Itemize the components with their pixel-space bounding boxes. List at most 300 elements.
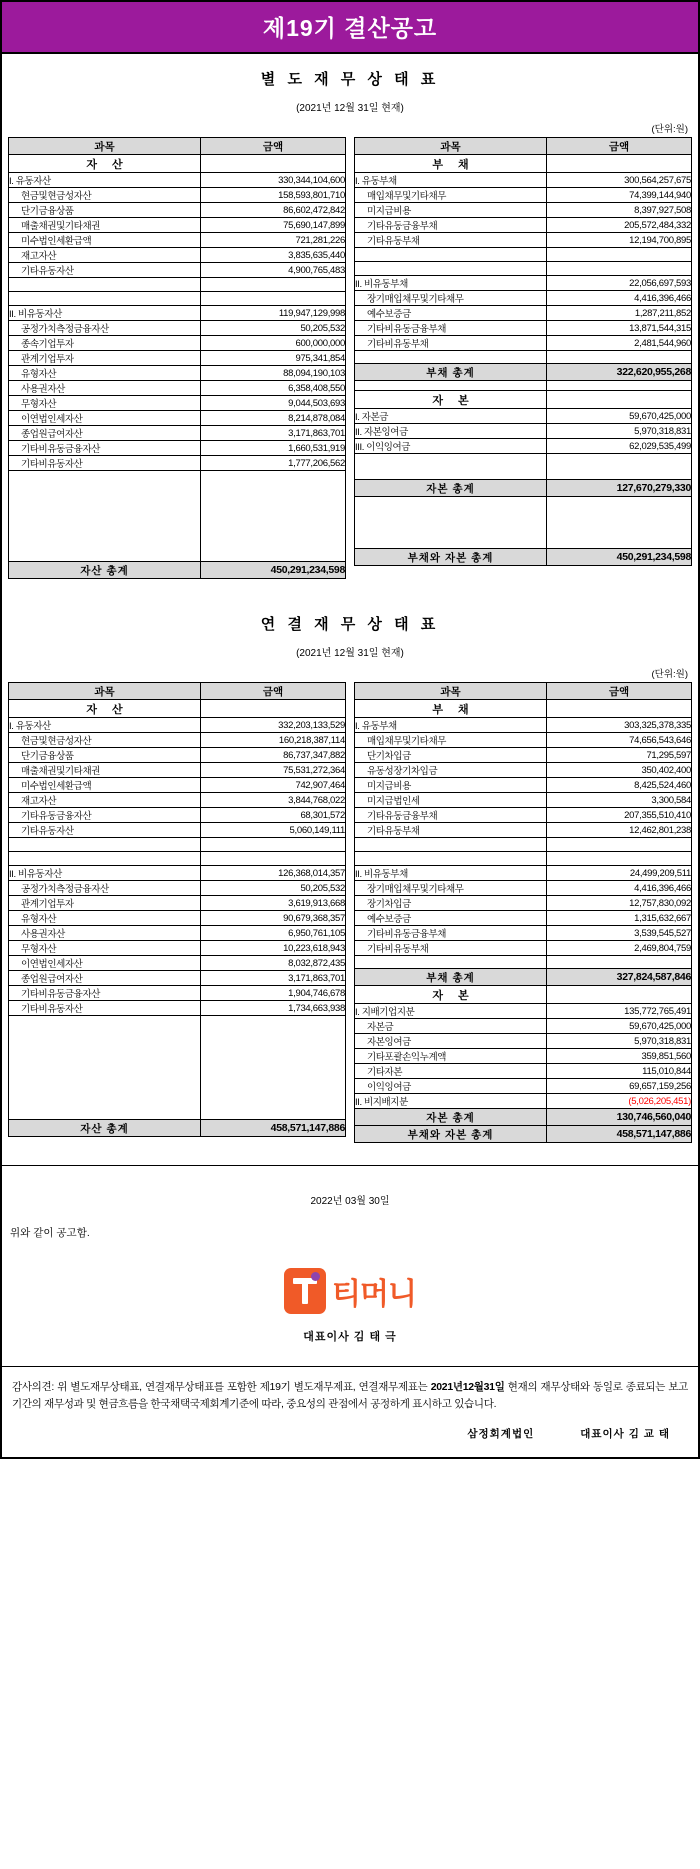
row-amount	[547, 838, 692, 852]
table-row	[9, 896, 346, 911]
consolidated-equity-foot	[355, 1109, 692, 1143]
table-row	[9, 881, 346, 896]
table-row	[355, 748, 692, 763]
grand-filler-row	[355, 510, 692, 523]
row-amount: 86,737,347,882	[201, 748, 346, 763]
assets-filler-row	[9, 1094, 346, 1107]
column-header-label: 과목	[355, 683, 547, 700]
row-label	[9, 838, 201, 852]
row-amount: 1,734,663,938	[201, 1001, 346, 1016]
row-label: 매출채권및기타채권	[9, 218, 201, 233]
table-row	[355, 306, 692, 321]
row-label	[355, 838, 547, 852]
row-label	[355, 852, 547, 866]
row-amount	[547, 262, 692, 276]
row-amount: 1,287,211,852	[547, 306, 692, 321]
row-amount: 6,950,761,105	[201, 926, 346, 941]
assets-filler-row	[9, 1042, 346, 1055]
row-label	[9, 292, 201, 306]
row-label	[355, 248, 547, 262]
table-row	[9, 823, 346, 838]
row-amount: 59,670,425,000	[547, 409, 692, 424]
footer-notice: 위와 같이 공고함.	[10, 1227, 90, 1239]
row-amount: (5,026,205,451)	[547, 1094, 692, 1109]
table-row	[9, 793, 346, 808]
equity-group-heading: 자 본	[355, 391, 547, 409]
equity-group-heading-amount	[547, 986, 692, 1004]
row-label: II. 비유동부채	[355, 866, 547, 881]
row-label: II. 자본잉여금	[355, 424, 547, 439]
grand-total-label: 부채와 자본 총계	[355, 1126, 547, 1143]
column-header-amount: 금액	[201, 138, 346, 155]
liabilities-filler-row	[355, 956, 692, 969]
row-amount: 1,904,746,678	[201, 986, 346, 1001]
assets-filler-row	[9, 1016, 346, 1029]
row-amount: 3,844,768,022	[201, 793, 346, 808]
row-amount: 50,205,532	[201, 321, 346, 336]
equity-total-amount: 130,746,560,040	[547, 1109, 692, 1126]
assets-total-label: 자산 총계	[9, 1120, 201, 1137]
table-row	[355, 941, 692, 956]
row-amount: 22,056,697,593	[547, 276, 692, 291]
row-amount: 86,602,472,842	[201, 203, 346, 218]
row-label: 현금및현금성자산	[9, 188, 201, 203]
footer-divider-top	[2, 1165, 698, 1166]
row-label: I. 유동부채	[355, 718, 547, 733]
row-label: 예수보증금	[355, 911, 547, 926]
row-amount: 90,679,368,357	[201, 911, 346, 926]
row-label: 미지급법인세	[355, 793, 547, 808]
row-label: 미수법인세환급액	[9, 778, 201, 793]
table-row	[9, 971, 346, 986]
column-header-amount: 금액	[201, 683, 346, 700]
row-label: 공정가치측정금융자산	[9, 881, 201, 896]
table-row	[355, 218, 692, 233]
row-amount: 119,947,129,998	[201, 306, 346, 321]
row-label: 단기금융상품	[9, 203, 201, 218]
table-row	[9, 838, 346, 852]
row-amount: 2,469,804,759	[547, 941, 692, 956]
row-amount: 359,851,560	[547, 1049, 692, 1064]
row-label: 이익잉여금	[355, 1079, 547, 1094]
row-label: II. 비유동자산	[9, 306, 201, 321]
table-row	[9, 292, 346, 306]
row-amount: 3,619,913,668	[201, 896, 346, 911]
row-amount: 205,572,484,332	[547, 218, 692, 233]
row-label: 현금및현금성자산	[9, 733, 201, 748]
row-label: 장기차입금	[355, 896, 547, 911]
row-label: 매입채무및기타채무	[355, 188, 547, 203]
separate-equity-foot	[355, 454, 692, 566]
equity-group-heading: 자 본	[355, 986, 547, 1004]
row-amount: 350,402,400	[547, 763, 692, 778]
table-row	[9, 441, 346, 456]
row-amount: 1,777,206,562	[201, 456, 346, 471]
separate-liabilities-body	[355, 155, 692, 351]
row-amount: 721,281,226	[201, 233, 346, 248]
row-label: 기타비유동금융부채	[355, 321, 547, 336]
row-amount	[201, 292, 346, 306]
row-label: 종업원급여자산	[9, 426, 201, 441]
table-row	[355, 866, 692, 881]
page-banner-title: 제19기 결산공고	[2, 2, 698, 54]
row-label	[9, 278, 201, 292]
row-amount: 2,481,544,960	[547, 336, 692, 351]
equity-total-amount: 127,670,279,330	[547, 480, 692, 497]
row-amount: 115,010,844	[547, 1064, 692, 1079]
row-amount: 5,060,149,111	[201, 823, 346, 838]
equity-filler-row	[355, 467, 692, 480]
row-amount: 74,399,144,940	[547, 188, 692, 203]
row-amount: 5,970,318,831	[547, 424, 692, 439]
table-row	[9, 396, 346, 411]
table-row	[9, 1001, 346, 1016]
row-label: 기타비유동자산	[9, 456, 201, 471]
row-amount: 8,425,524,460	[547, 778, 692, 793]
assets-total-amount: 458,571,147,886	[201, 1120, 346, 1137]
equity-total-row	[355, 480, 692, 497]
row-label: 기타자본	[355, 1064, 547, 1079]
consolidated-title: 연 결 재 무 상 태 표	[260, 616, 440, 633]
row-amount	[547, 248, 692, 262]
table-row	[355, 1049, 692, 1064]
table-row	[9, 426, 346, 441]
table-row	[9, 233, 346, 248]
grand-total-row	[355, 549, 692, 566]
row-label: 유형자산	[9, 366, 201, 381]
row-label: 기타비유동자산	[9, 1001, 201, 1016]
consolidated-equity-body	[355, 986, 692, 1109]
consolidated-date: (2021년 12월 31일 현재)	[296, 648, 404, 659]
audit-prefix: 감사의견: 위 별도재무상태표, 연결재무상태표를 포함한 제19기 별도재무제표, 연결재무제표는	[12, 1381, 431, 1393]
liabilities-group-heading-row	[355, 155, 692, 173]
equity-total-label: 자본 총계	[355, 480, 547, 497]
consolidated-assets-table	[8, 682, 346, 1137]
assets-group-heading-amount	[201, 700, 346, 718]
table-row	[355, 718, 692, 733]
audit-opinion	[2, 1367, 698, 1418]
row-amount: 3,300,584	[547, 793, 692, 808]
assets-filler-row	[9, 1107, 346, 1120]
row-amount: 50,205,532	[201, 881, 346, 896]
row-amount: 303,325,378,335	[547, 718, 692, 733]
separate-date: (2021년 12월 31일 현재)	[296, 103, 404, 114]
row-amount: 742,907,464	[201, 778, 346, 793]
consolidated-panes	[8, 682, 692, 1143]
table-row	[355, 291, 692, 306]
row-amount	[547, 852, 692, 866]
assets-filler-row	[9, 536, 346, 549]
consolidated-liabilities-body	[355, 700, 692, 956]
separate-assets-body	[9, 155, 346, 471]
table-row	[9, 808, 346, 823]
row-amount: 12,757,830,092	[547, 896, 692, 911]
row-amount: 13,871,544,315	[547, 321, 692, 336]
assets-group-heading-amount	[201, 155, 346, 173]
table-row	[9, 456, 346, 471]
row-label: 기타유동금융부채	[355, 218, 547, 233]
table-row	[9, 306, 346, 321]
liabilities-group-heading: 부 채	[355, 700, 547, 718]
table-row	[9, 188, 346, 203]
row-amount: 8,214,878,084	[201, 411, 346, 426]
row-label: 기타유동금융자산	[9, 808, 201, 823]
column-header-label: 과목	[355, 138, 547, 155]
separate-statement-section	[2, 68, 698, 579]
liabilities-total-row	[355, 969, 692, 986]
row-label: 무형자산	[9, 396, 201, 411]
assets-filler-row	[9, 1029, 346, 1042]
row-amount: 158,593,801,710	[201, 188, 346, 203]
row-label: I. 지배기업지분	[355, 1004, 547, 1019]
table-row	[9, 366, 346, 381]
row-label: III. 이익잉여금	[355, 439, 547, 454]
row-label: 기타비유동부채	[355, 336, 547, 351]
table-row	[355, 439, 692, 454]
row-label: 공정가치측정금융자산	[9, 321, 201, 336]
liabilities-group-heading-amount	[547, 155, 692, 173]
separate-unit: (단위:원)	[651, 124, 688, 135]
row-label: 기타유동부채	[355, 233, 547, 248]
row-amount: 207,355,510,410	[547, 808, 692, 823]
table-row	[9, 941, 346, 956]
table-header-row	[9, 683, 346, 700]
row-amount	[201, 838, 346, 852]
table-row	[9, 763, 346, 778]
grand-filler-row	[355, 497, 692, 510]
row-amount: 1,660,531,919	[201, 441, 346, 456]
row-amount: 300,564,257,675	[547, 173, 692, 188]
table-row	[9, 733, 346, 748]
table-row	[355, 409, 692, 424]
row-label: 단기금융상품	[9, 748, 201, 763]
row-label	[355, 262, 547, 276]
row-label: I. 유동자산	[9, 718, 201, 733]
table-row	[355, 763, 692, 778]
assets-filler-row	[9, 1068, 346, 1081]
assets-total-label: 자산 총계	[9, 562, 201, 579]
assets-filler-row	[9, 471, 346, 484]
row-amount: 3,835,635,440	[201, 248, 346, 263]
equity-filler-row	[355, 454, 692, 467]
row-label: 매출채권및기타채권	[9, 763, 201, 778]
auditor-ceo-name: 대표이사 김 교 태	[580, 1427, 670, 1440]
row-amount: 12,194,700,895	[547, 233, 692, 248]
row-amount: 24,499,209,511	[547, 866, 692, 881]
assets-group-heading: 자 산	[9, 155, 201, 173]
table-row	[355, 926, 692, 941]
assets-group-heading-row	[9, 700, 346, 718]
table-row	[9, 956, 346, 971]
column-header-label: 과목	[9, 683, 201, 700]
assets-filler-row	[9, 1055, 346, 1068]
row-amount: 75,531,272,364	[201, 763, 346, 778]
row-amount: 4,900,765,483	[201, 263, 346, 278]
column-header-amount: 금액	[547, 138, 692, 155]
row-amount: 6,358,408,550	[201, 381, 346, 396]
row-label: 관계기업투자	[9, 351, 201, 366]
row-label: 미수법인세환급액	[9, 233, 201, 248]
table-row	[355, 896, 692, 911]
row-label: II. 비유동부채	[355, 276, 547, 291]
table-header-row	[355, 138, 692, 155]
table-row	[9, 218, 346, 233]
row-amount: 8,032,872,435	[201, 956, 346, 971]
row-amount: 3,171,863,701	[201, 971, 346, 986]
table-row	[9, 411, 346, 426]
row-amount	[201, 852, 346, 866]
grand-total-amount: 450,291,234,598	[547, 549, 692, 566]
row-label: 사용권자산	[9, 926, 201, 941]
row-label: 장기매입채무및기타채무	[355, 291, 547, 306]
liabilities-group-heading: 부 채	[355, 155, 547, 173]
row-label: 기타비유동금융자산	[9, 441, 201, 456]
table-row	[355, 276, 692, 291]
table-header-row	[355, 683, 692, 700]
assets-filler-row	[9, 497, 346, 510]
table-row	[9, 203, 346, 218]
table-row	[355, 881, 692, 896]
table-row	[355, 321, 692, 336]
tmoney-logo-icon	[284, 1268, 326, 1314]
grand-total-row	[355, 1126, 692, 1143]
ceo-signature: 대표이사 김 태 극	[303, 1331, 397, 1343]
separate-assets-foot	[9, 471, 346, 579]
separate-title: 별 도 재 무 상 태 표	[260, 71, 440, 88]
liabilities-total-amount: 322,620,955,268	[547, 364, 692, 381]
assets-filler-row	[9, 549, 346, 562]
row-label: 기타유동부채	[355, 823, 547, 838]
table-row	[355, 1094, 692, 1109]
row-label: 재고자산	[9, 793, 201, 808]
row-label: II. 비유동자산	[9, 866, 201, 881]
consolidated-liabilities-equity-pane	[354, 682, 692, 1143]
liabilities-total-label: 부채 총계	[355, 364, 547, 381]
liabilities-group-heading-row	[355, 700, 692, 718]
row-amount: 135,772,765,491	[547, 1004, 692, 1019]
table-row	[355, 262, 692, 276]
row-label: 관계기업투자	[9, 896, 201, 911]
row-label: 기타유동자산	[9, 823, 201, 838]
liabilities-total-label: 부채 총계	[355, 969, 547, 986]
consolidated-assets-pane	[8, 682, 346, 1137]
table-row	[355, 336, 692, 351]
consolidated-statement-section	[2, 613, 698, 1143]
row-label: I. 유동부채	[355, 173, 547, 188]
row-amount	[201, 278, 346, 292]
assets-filler-row	[9, 523, 346, 536]
assets-total-row	[9, 1120, 346, 1137]
row-label: 기타비유동부채	[355, 941, 547, 956]
row-label: 유형자산	[9, 911, 201, 926]
table-row	[9, 248, 346, 263]
grand-filler-row	[355, 536, 692, 549]
signature-row	[2, 1418, 698, 1457]
table-row	[9, 321, 346, 336]
audit-date-bold: 2021년12월31일	[430, 1381, 505, 1393]
row-amount: 3,539,545,527	[547, 926, 692, 941]
table-row	[9, 278, 346, 292]
table-row	[9, 748, 346, 763]
liabilities-filler-row	[355, 351, 692, 364]
separate-liabilities-equity-pane	[354, 137, 692, 566]
table-row	[9, 173, 346, 188]
company-logo	[2, 1268, 698, 1314]
separate-assets-table	[8, 137, 346, 579]
row-label: 장기매입채무및기타채무	[355, 881, 547, 896]
equity-group-heading-amount	[547, 391, 692, 409]
row-amount: 9,044,503,693	[201, 396, 346, 411]
row-label: 미지급비용	[355, 778, 547, 793]
table-row	[355, 1064, 692, 1079]
table-row	[9, 351, 346, 366]
row-amount: 5,970,318,831	[547, 1034, 692, 1049]
table-row	[9, 381, 346, 396]
row-amount: 3,171,863,701	[201, 426, 346, 441]
assets-total-amount: 450,291,234,598	[201, 562, 346, 579]
row-amount: 975,341,854	[201, 351, 346, 366]
assets-group-heading-row	[9, 155, 346, 173]
table-row	[355, 1034, 692, 1049]
row-amount: 8,397,927,508	[547, 203, 692, 218]
row-label: 기타유동자산	[9, 263, 201, 278]
row-label: 이연법인세자산	[9, 956, 201, 971]
row-label: 기타유동금융부채	[355, 808, 547, 823]
table-row	[9, 866, 346, 881]
column-header-amount: 금액	[547, 683, 692, 700]
row-amount: 68,301,572	[201, 808, 346, 823]
row-amount: 332,203,133,529	[201, 718, 346, 733]
row-label: 기타포괄손익누계액	[355, 1049, 547, 1064]
table-row	[355, 838, 692, 852]
table-row	[355, 793, 692, 808]
assets-total-row	[9, 562, 346, 579]
table-row	[9, 718, 346, 733]
row-amount: 62,029,535,499	[547, 439, 692, 454]
row-label: 사용권자산	[9, 381, 201, 396]
row-label: 자본금	[355, 1019, 547, 1034]
row-amount: 88,094,190,103	[201, 366, 346, 381]
row-label: 미지급비용	[355, 203, 547, 218]
row-amount: 600,000,000	[201, 336, 346, 351]
assets-filler-row	[9, 510, 346, 523]
table-row	[355, 233, 692, 248]
equity-spacer-row	[355, 381, 692, 391]
table-row	[355, 1019, 692, 1034]
auditor-name: 삼정회계법인	[467, 1427, 535, 1440]
equity-group-heading-row	[355, 391, 692, 409]
table-row	[9, 926, 346, 941]
separate-assets-pane	[8, 137, 346, 579]
row-amount: 75,690,147,899	[201, 218, 346, 233]
footer-publish-date: 2022년 03월 30일	[310, 1196, 390, 1207]
row-amount: 10,223,618,943	[201, 941, 346, 956]
table-row	[355, 778, 692, 793]
table-row	[355, 1079, 692, 1094]
row-label: II. 비지배지분	[355, 1094, 547, 1109]
table-row	[355, 808, 692, 823]
row-amount: 74,656,543,646	[547, 733, 692, 748]
liabilities-group-heading-amount	[547, 700, 692, 718]
audit-suffix: 현재의 재무상태와 동일로 종료되는 보고기간의 재무성과 및 현금흐름을 한국채택국제회계기준에 따라, 중요성의 관점에서 공정하게 표시하고 있습니다.	[12, 1381, 688, 1411]
row-label: 재고자산	[9, 248, 201, 263]
table-row	[355, 911, 692, 926]
row-label: 단기차입금	[355, 748, 547, 763]
grand-total-amount: 458,571,147,886	[547, 1126, 692, 1143]
table-row	[355, 823, 692, 838]
row-label: 기타비유동금융자산	[9, 986, 201, 1001]
table-row	[355, 733, 692, 748]
